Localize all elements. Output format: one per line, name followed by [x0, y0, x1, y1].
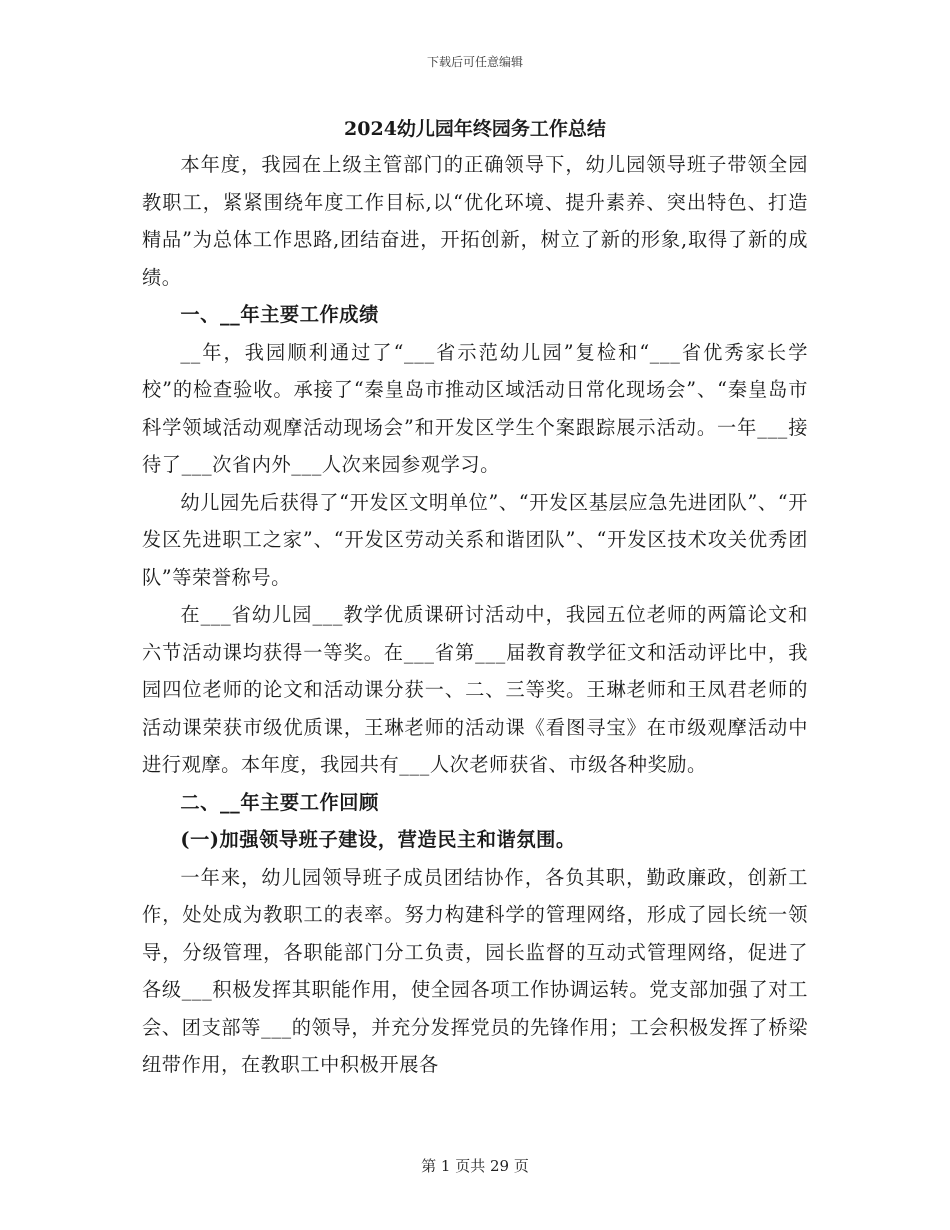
- section1-heading: 一、__年主要工作成绩: [180, 303, 379, 326]
- section1-paragraph-1: __年，我园顺利通过了“___省示范幼儿园”复检和“___省优秀家长学校”的检查验收。承接了“秦皇岛市推动区域活动日常化现场会”、“秦皇岛市科学领域活动观摩活动现场会”和开发区学生个案跟踪展示活动。一年___接待了___次省内外___人次来园参观学习。: [142, 340, 808, 476]
- section1-paragraph-2: 幼儿园先后获得了“开发区文明单位”、“开发区基层应急先进团队”、“开发区先进职工之家”、“开发区劳动关系和谐团队”、“开发区技术攻关优秀团队”等荣誉称号。: [142, 490, 808, 589]
- header-note: 下载后可任意编辑: [426, 55, 523, 69]
- document-title: 2024幼儿园年终园务工作总结: [344, 118, 606, 140]
- intro-paragraph: 本年度，我园在上级主管部门的正确领导下，幼儿园领导班子带领全园教职工，紧紧围绕年度工作目标,以“优化环境、提升素养、突出特色、打造精品”为总体工作思路,团结奋进，开拓创新，树立了新的形象,取得了新的成绩。: [142, 153, 808, 289]
- document-body: [142, 112, 808, 1084]
- section2-subheading-1: (一)加强领导班子建设，营造民主和谐氛围。: [180, 828, 576, 851]
- page-number-footer: 第 1 页共 29 页: [421, 1157, 529, 1175]
- section1-paragraph-3: 在___省幼儿园___教学优质课研讨活动中，我园五位老师的两篇论文和六节活动课均获得一等奖。在___省第___届教育教学征文和活动评比中，我园四位老师的论文和活动课分获一、二、三等奖。王琳老师和王凤君老师的活动课荣获市级优质课，王琳老师的活动课《看图寻宝》在市级观摩活动中进行观摩。本年度，我园共有___人次老师获省、市级各种奖励。: [142, 603, 808, 776]
- section2-heading: 二、__年主要工作回顾: [180, 790, 379, 814]
- section2-paragraph-1: 一年来，幼儿园领导班子成员团结协作，各负其职，勤政廉政，创新工作，处处成为教职工的表率。努力构建科学的管理网络，形成了园长统一领导，分级管理，各职能部门分工负责，园长监督的互动式管理网络，促进了各级___积极发挥其职能作用，使全园各项工作协调运转。党支部加强了对工会、团支部等___的领导，并充分发挥党员的先锋作用；工会积极发挥了桥梁纽带作用，在教职工中积极开展各: [142, 865, 808, 1076]
